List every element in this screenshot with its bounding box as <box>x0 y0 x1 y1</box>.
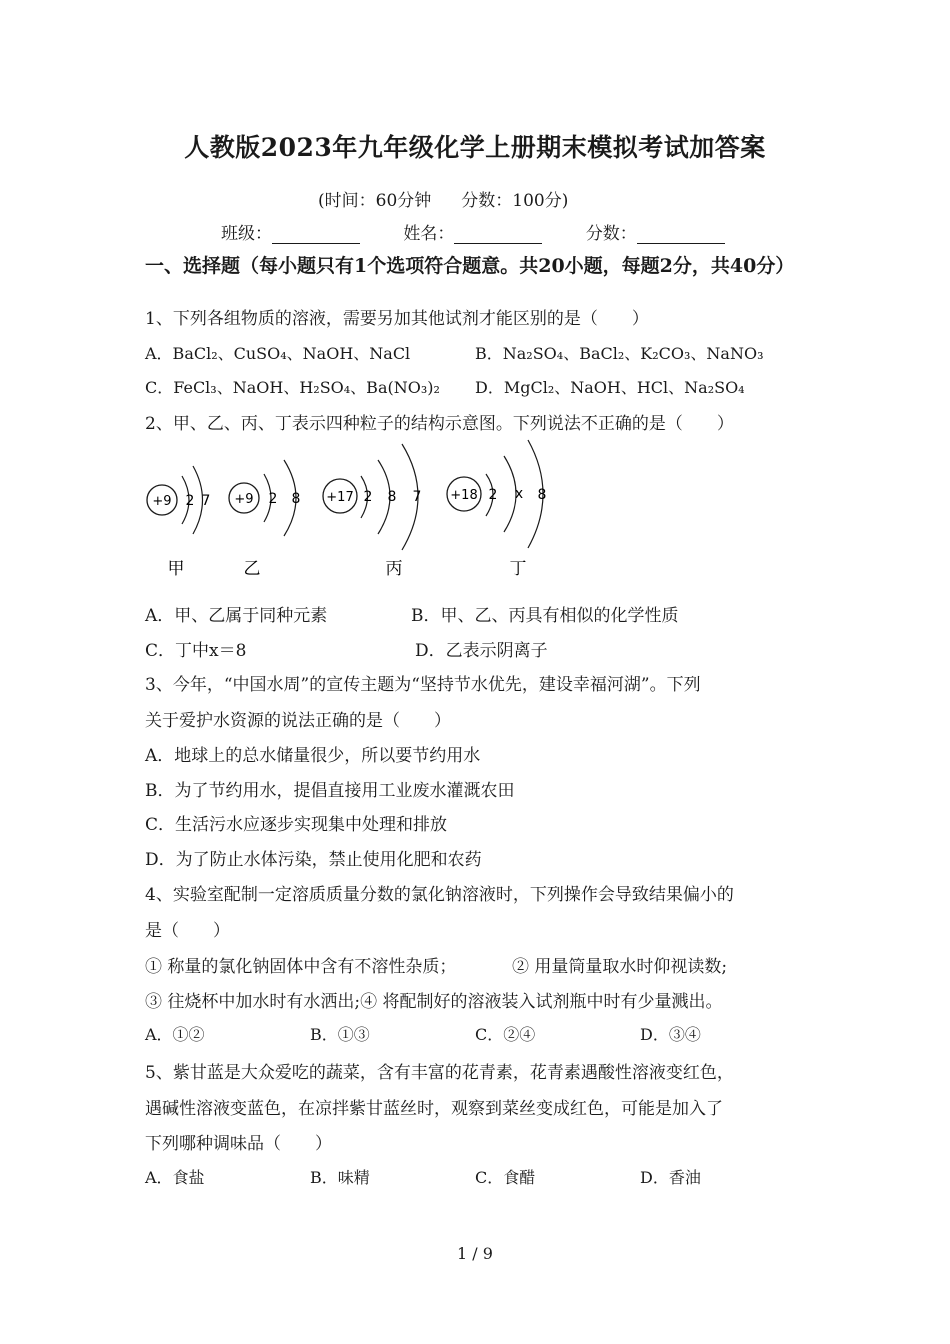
class-blank[interactable] <box>272 225 360 244</box>
question-5-stem-line3: 下列哪种调味品（ ） <box>145 1134 332 1154</box>
question-3-stem-line2: 关于爱护水资源的说法正确的是（ ） <box>145 711 451 731</box>
question-2-option-d[interactable]: D．乙表示阴离子 <box>415 641 548 661</box>
atom-jia <box>147 466 210 579</box>
question-4-option-d[interactable]: D．③④ <box>640 1025 701 1044</box>
label-ding: 丁 <box>509 559 527 579</box>
question-1-option-d[interactable]: D．MgCl₂、NaOH、HCl、Na₂SO₄ <box>475 378 745 397</box>
question-2-stem: 2、甲、乙、丙、丁表示四种粒子的结构示意图。下列说法不正确的是（ ） <box>145 414 734 434</box>
page-title: 人教版2023年九年级化学上册期末模拟考试加答案 <box>184 133 766 162</box>
shell-yi-2: 8 <box>291 491 301 507</box>
question-4-option-c[interactable]: C．②④ <box>475 1025 536 1044</box>
question-3-option-c[interactable]: C．生活污水应逐步实现集中处理和排放 <box>145 815 448 835</box>
label-jia: 甲 <box>167 559 185 579</box>
nucleus-bing: +17 <box>326 490 354 505</box>
score-field[interactable]: 分数： <box>586 219 725 244</box>
question-3-option-b[interactable]: B．为了节约用水，提倡直接用工业废水灌溉农田 <box>145 781 515 801</box>
exam-time: (时间：60分钟 <box>318 191 432 211</box>
question-4-item-3: ③ 往烧杯中加水时有水洒出;④ 将配制好的溶液装入试剂瓶中时有少量溅出。 <box>145 992 723 1012</box>
nucleus-yi: +9 <box>234 492 254 507</box>
atom-structure-diagram <box>140 438 560 588</box>
question-5-option-d[interactable]: D．香油 <box>640 1168 701 1187</box>
shell-bing-2: 8 <box>387 489 397 505</box>
question-1-stem: 1、下列各组物质的溶液，需要另加其他试剂才能区别的是（ ） <box>145 309 649 329</box>
label-bing: 丙 <box>385 559 403 579</box>
shell-bing-3: 7 <box>412 489 422 505</box>
question-1-option-b[interactable]: B．Na₂SO₄、BaCl₂、K₂CO₃、NaNO₃ <box>475 344 764 363</box>
question-1-option-a[interactable]: A．BaCl₂、CuSO₄、NaOH、NaCl <box>145 344 411 363</box>
label-yi: 乙 <box>243 559 261 579</box>
student-fields <box>221 219 763 244</box>
shell-ding-1: 2 <box>488 487 498 503</box>
exam-total-score: 分数：100分) <box>461 191 569 211</box>
question-1-option-c[interactable]: C．FeCl₃、NaOH、H₂SO₄、Ba(NO₃)₂ <box>145 378 440 397</box>
question-4-stem-line1: 4、实验室配制一定溶质质量分数的氯化钠溶液时，下列操作会导致结果偏小的 <box>145 885 734 905</box>
nucleus-ding: +18 <box>450 488 478 503</box>
exam-meta <box>318 186 568 211</box>
shell-ding-2: x <box>514 486 524 502</box>
question-2-option-b[interactable]: B．甲、乙、丙具有相似的化学性质 <box>411 606 679 626</box>
name-field[interactable]: 姓名： <box>403 219 542 244</box>
nucleus-jia: +9 <box>152 494 172 509</box>
question-4-option-a[interactable]: A．①② <box>145 1025 205 1044</box>
shell-ding-3: 8 <box>537 487 547 503</box>
shell-jia-1: 2 <box>185 493 195 509</box>
question-3-option-a[interactable]: A．地球上的总水储量很少，所以要节约用水 <box>145 746 481 766</box>
question-5-stem-line1: 5、紫甘蓝是大众爱吃的蔬菜，含有丰富的花青素，花青素遇酸性溶液变红色， <box>145 1063 734 1083</box>
atom-yi <box>229 460 300 579</box>
name-blank[interactable] <box>454 225 542 244</box>
section-heading: 一、选择题（每小题只有1个选项符合题意。共20小题，每题2分，共40分） <box>145 255 795 277</box>
atom-bing <box>323 444 421 579</box>
question-5-option-a[interactable]: A．食盐 <box>145 1168 205 1187</box>
question-3-option-d[interactable]: D．为了防止水体污染，禁止使用化肥和农药 <box>145 850 482 870</box>
score-blank[interactable] <box>637 225 725 244</box>
question-5-option-b[interactable]: B．味精 <box>310 1168 370 1187</box>
atom-ding <box>447 440 546 579</box>
question-2-option-a[interactable]: A．甲、乙属于同种元素 <box>145 606 328 626</box>
question-2-option-c[interactable]: C．丁中x＝8 <box>145 641 247 661</box>
question-4-item-2: ② 用量筒量取水时仰视读数; <box>512 957 728 977</box>
shell-jia-2: 7 <box>201 493 211 509</box>
page-number: 1 / 9 <box>457 1244 493 1263</box>
question-5-stem-line2: 遇碱性溶液变蓝色，在凉拌紫甘蓝丝时，观察到菜丝变成红色，可能是加入了 <box>145 1099 723 1119</box>
shell-yi-1: 2 <box>268 491 278 507</box>
shell-bing-1: 2 <box>363 489 373 505</box>
class-field[interactable]: 班级： <box>221 219 360 244</box>
question-4-item-1: ① 称量的氯化钠固体中含有不溶性杂质； <box>145 957 457 977</box>
question-4-stem-line2: 是（ ） <box>145 921 230 941</box>
question-3-stem-line1: 3、今年，“中国水周”的宣传主题为“坚持节水优先，建设幸福河湖”。下列 <box>145 675 701 695</box>
question-4-option-b[interactable]: B．①③ <box>310 1025 370 1044</box>
question-5-option-c[interactable]: C．食醋 <box>475 1168 536 1187</box>
